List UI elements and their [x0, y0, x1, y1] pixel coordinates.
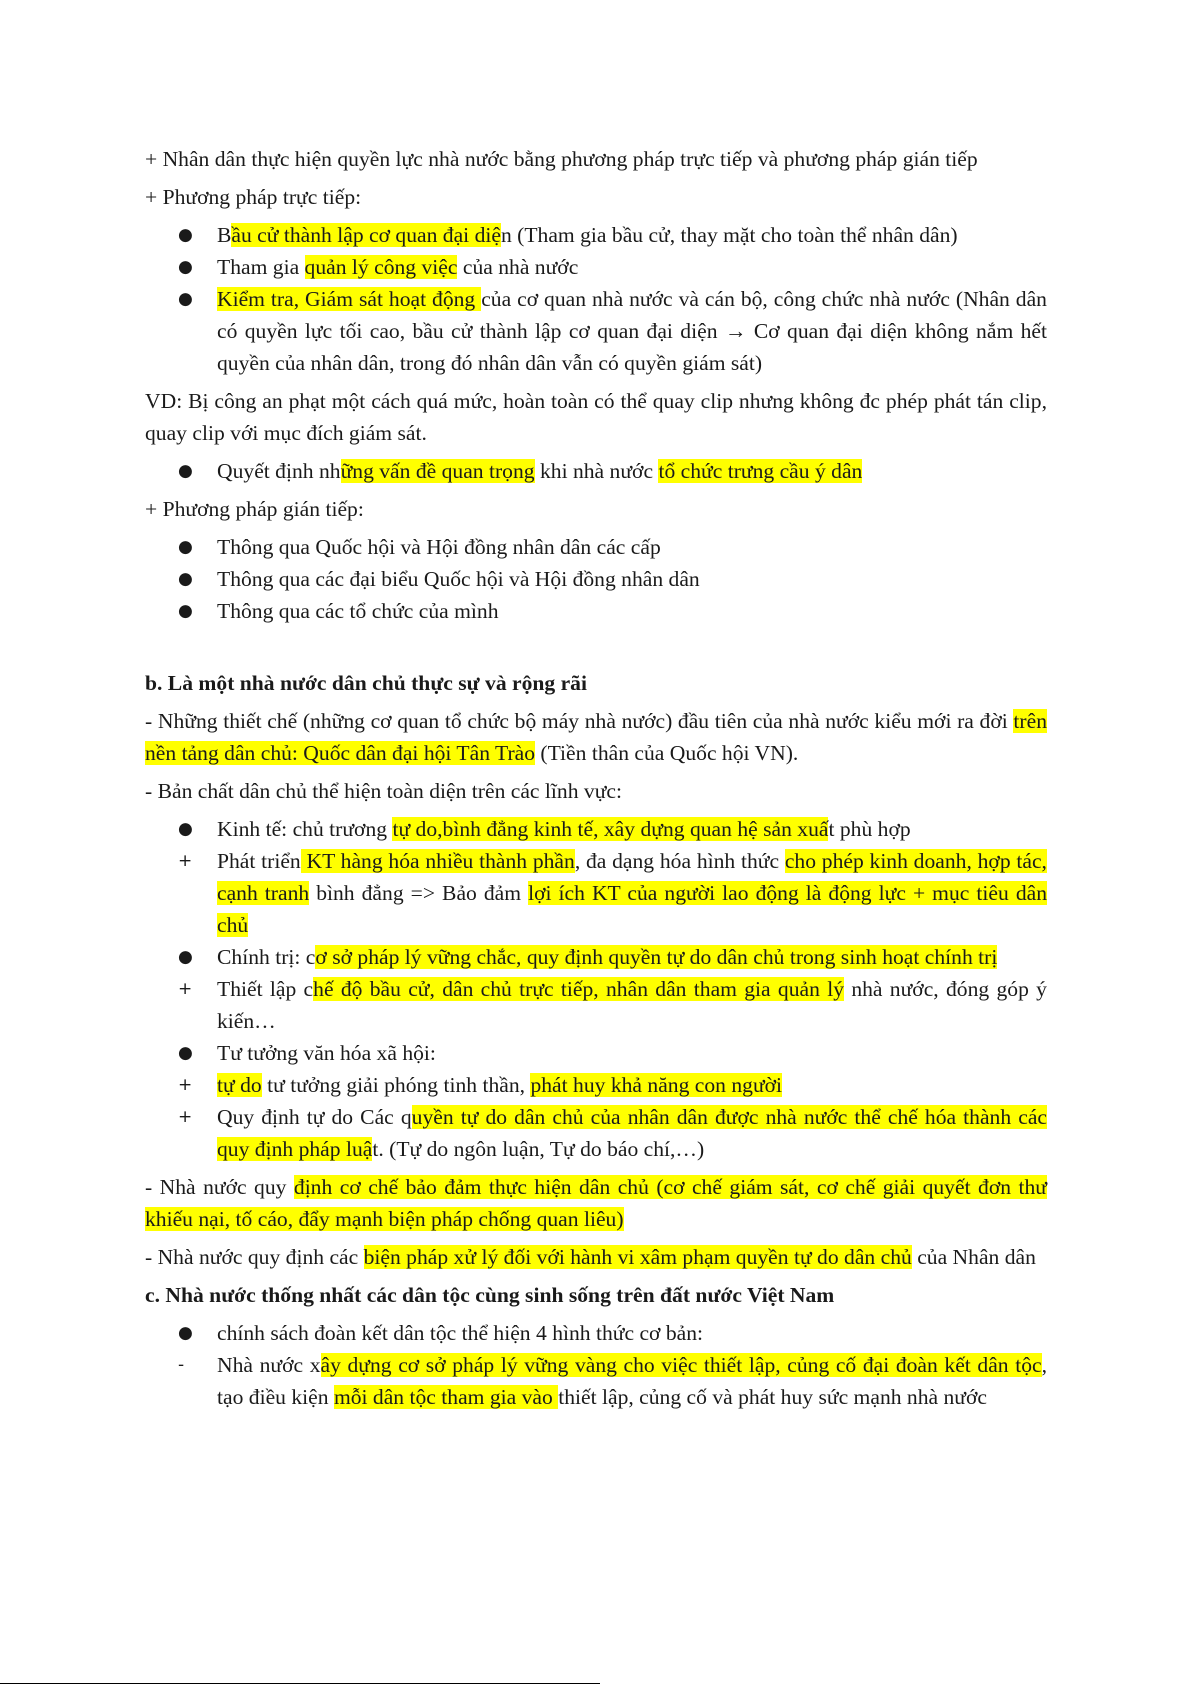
text-run: n (Tham gia bầu cử, thay mặt cho toàn thể nhân dân) — [500, 223, 958, 247]
text-run: bình đẳng => Bảo đảm — [309, 881, 529, 905]
text-run: khi nhà nước — [534, 459, 659, 483]
section-b-heading: b. Là một nhà nước dân chủ thực sự và rộng rãi — [145, 671, 587, 695]
section-spacer — [145, 633, 1047, 667]
list-item-text — [217, 1073, 782, 1097]
text-run: chính sách đoàn kết dân tộc thể hiện 4 hình thức cơ bản: — [217, 1321, 704, 1345]
plus-marker: + — [178, 979, 193, 999]
text-run: của Nhân dân — [911, 1245, 1036, 1269]
direct-method-list — [145, 219, 1047, 379]
dash-marker: - — [178, 1355, 185, 1375]
bullet-icon: ● — [178, 257, 193, 277]
list-item — [145, 283, 1047, 379]
list-item: ● Thông qua các tổ chức của mình — [145, 595, 1047, 627]
text-run: , tạo điều kiện — [217, 1353, 1047, 1409]
text-run: B — [217, 223, 232, 247]
section-c-list — [145, 1317, 1047, 1413]
text-run: - Nhà nước quy — [145, 1175, 294, 1199]
list-item — [145, 455, 1047, 487]
list-item-text — [217, 945, 997, 969]
list-item — [145, 1101, 1047, 1165]
bullet-icon: ● — [178, 289, 193, 309]
highlighted-text: tự do — [217, 1073, 262, 1097]
highlighted-text: ơ sở pháp lý vững chắc, quy định quyền tự do dân chủ trong sinh hoạt chính trị — [315, 945, 998, 969]
bullet-icon: ● — [178, 569, 193, 589]
section-b-paragraph: - Bản chất dân chủ thể hiện toàn diện trên các lĩnh vực: — [145, 779, 622, 803]
list-item — [145, 941, 1047, 973]
list-item — [145, 1069, 1047, 1101]
section-b-paragraph — [145, 1241, 1047, 1273]
section-b-list — [145, 813, 1047, 1165]
text-run: - Những thiết chế (những cơ quan tổ chức bộ máy nhà nước) đầu tiên của nhà nước kiểu mới ra đời — [145, 709, 1014, 733]
bullet-icon: ● — [178, 819, 193, 839]
highlighted-text: Kiểm tra, Giám sát hoạt động — [217, 287, 482, 311]
highlighted-text: tự do,bình đẳng kinh tế, xây dựng quan hệ sản xuấ — [392, 817, 829, 841]
plus-marker: + — [178, 851, 193, 871]
list-item — [145, 845, 1047, 941]
highlighted-text: hế độ bầu cử, dân chủ trực tiếp, nhân dân tham gia quản lý — [313, 977, 845, 1001]
text-run: Kinh tế: chủ trương — [217, 817, 393, 841]
list-item-text — [217, 849, 1047, 937]
text-run: thiết lập, củng cố và phát huy sức mạnh nhà nước — [558, 1385, 988, 1409]
bullet-icon: ● — [178, 601, 193, 621]
list-item — [145, 1317, 1047, 1349]
highlighted-text: mỗi dân tộc tham gia vào — [333, 1385, 559, 1409]
highlighted-text: biện pháp xử lý đối với hành vi xâm phạm quyền tự do dân chủ — [363, 1245, 912, 1269]
bullet-icon: ● — [178, 537, 193, 557]
direct-method-list-continued — [145, 455, 1047, 487]
plus-marker: + — [178, 1107, 193, 1127]
text-run: , đa dạng hóa hình thức — [574, 849, 785, 873]
text-run: nhà nước, đóng góp ý kiến… — [217, 977, 1047, 1033]
text-run: Chính trị: c — [217, 945, 316, 969]
text-run: tư tưởng giải phóng tinh thần, — [261, 1073, 531, 1097]
list-item: ● Thông qua các đại biểu Quốc hội và Hội đồng nhân dân — [145, 563, 1047, 595]
text-run: Nhà nước x — [217, 1353, 321, 1377]
list-item-text — [217, 1041, 436, 1065]
text-run: của cơ quan nhà nước và cán bộ, công chức nhà nước (Nhân dân có quyền lực tối cao, bầu cử thành lập cơ quan đại diện → Cơ quan đại diện không nắm hết quyền của nhân dân, trong đó nhân dân vẫn có quyền giám sát) — [217, 287, 1047, 375]
highlighted-text: ững vấn đề quan trọng — [340, 459, 535, 483]
text-run: Quyết định nh — [217, 459, 341, 483]
text-run: t phù hợp — [828, 817, 911, 841]
list-item — [145, 813, 1047, 845]
text-run: Quy định tự do Các q — [217, 1105, 412, 1129]
highlighted-text: phát huy khả năng con người — [530, 1073, 783, 1097]
text-run: - Nhà nước quy định các — [145, 1245, 364, 1269]
direct-method-heading: + Phương pháp trực tiếp: — [145, 185, 362, 209]
indirect-method-list — [145, 531, 1047, 627]
highlighted-text: trên nền tảng dân chủ: Quốc dân đại hội Tân Trào — [145, 709, 1047, 765]
text-run: của nhà nước — [457, 255, 579, 279]
text-run: Tư tưởng văn hóa xã hội: — [217, 1041, 436, 1065]
text-run: Tham gia — [217, 255, 305, 279]
highlighted-text: uyền tự do dân chủ của nhân dân được nhà nước thể chế hóa thành các quy định pháp luậ — [217, 1105, 1047, 1161]
list-item — [145, 219, 1047, 251]
section-c-heading: c. Nhà nước thống nhất các dân tộc cùng sinh sống trên đất nước Việt Nam — [145, 1283, 835, 1307]
bullet-icon: ● — [178, 225, 193, 245]
document-page — [145, 143, 1047, 1419]
highlighted-text: KT hàng hóa nhiều thành phần — [300, 849, 575, 873]
highlighted-text: cho phép kinh doanh, hợp tác, cạnh tranh — [217, 849, 1047, 905]
section-b-paragraph — [145, 705, 1047, 769]
list-item-text — [217, 1105, 1047, 1161]
list-item-text — [217, 817, 911, 841]
highlighted-text: tổ chức trưng cầu ý dân — [658, 459, 863, 483]
list-item: ● Thông qua Quốc hội và Hội đồng nhân dân các cấp — [145, 531, 1047, 563]
text-run: t. (Tự do ngôn luận, Tự do báo chí,…) — [372, 1137, 705, 1161]
highlighted-text: quản lý công việc — [304, 255, 458, 279]
highlighted-text: định cơ chế bảo đảm thực hiện dân chủ (cơ chế giám sát, cơ chế giải quyết đơn thư khiếu nại, tố cáo, đẩy mạnh biện pháp chống quan liêu) — [145, 1175, 1047, 1231]
bullet-icon: ● — [178, 947, 193, 967]
list-item — [145, 1349, 1047, 1413]
highlighted-text: lợi ích KT của người lao động là động lực + mục tiêu dân chủ — [217, 881, 1047, 937]
indirect-method-heading: + Phương pháp gián tiếp: — [145, 497, 364, 521]
list-item-text — [217, 1321, 703, 1345]
text-run: (Tiền thân của Quốc hội VN). — [535, 741, 799, 765]
text-run: Thiết lập c — [217, 977, 314, 1001]
bullet-icon: ● — [178, 461, 193, 481]
list-item-text — [217, 1353, 1047, 1409]
list-item-text — [217, 977, 1047, 1033]
section-b-paragraph — [145, 1171, 1047, 1235]
text-run: Phát triển — [217, 849, 301, 873]
list-item — [145, 1037, 1047, 1069]
list-item — [145, 251, 1047, 283]
footer-divider — [0, 1683, 600, 1684]
highlighted-text: ầu cử thành lập cơ quan đại diệ — [231, 223, 501, 247]
bullet-icon: ● — [178, 1323, 193, 1343]
highlighted-text: ây dựng cơ sở pháp lý vững vàng cho việc thiết lập, củng cố đại đoàn kết dân tộc — [320, 1353, 1042, 1377]
intro-paragraph: + Nhân dân thực hiện quyền lực nhà nước bằng phương pháp trực tiếp và phương pháp gián tiếp — [145, 147, 978, 171]
plus-marker: + — [178, 1075, 193, 1095]
example-paragraph: VD: Bị công an phạt một cách quá mức, hoàn toàn có thể quay clip nhưng không đc phép phát tán clip, quay clip với mục đích giám sát. — [145, 389, 1047, 445]
bullet-icon: ● — [178, 1043, 193, 1063]
list-item — [145, 973, 1047, 1037]
